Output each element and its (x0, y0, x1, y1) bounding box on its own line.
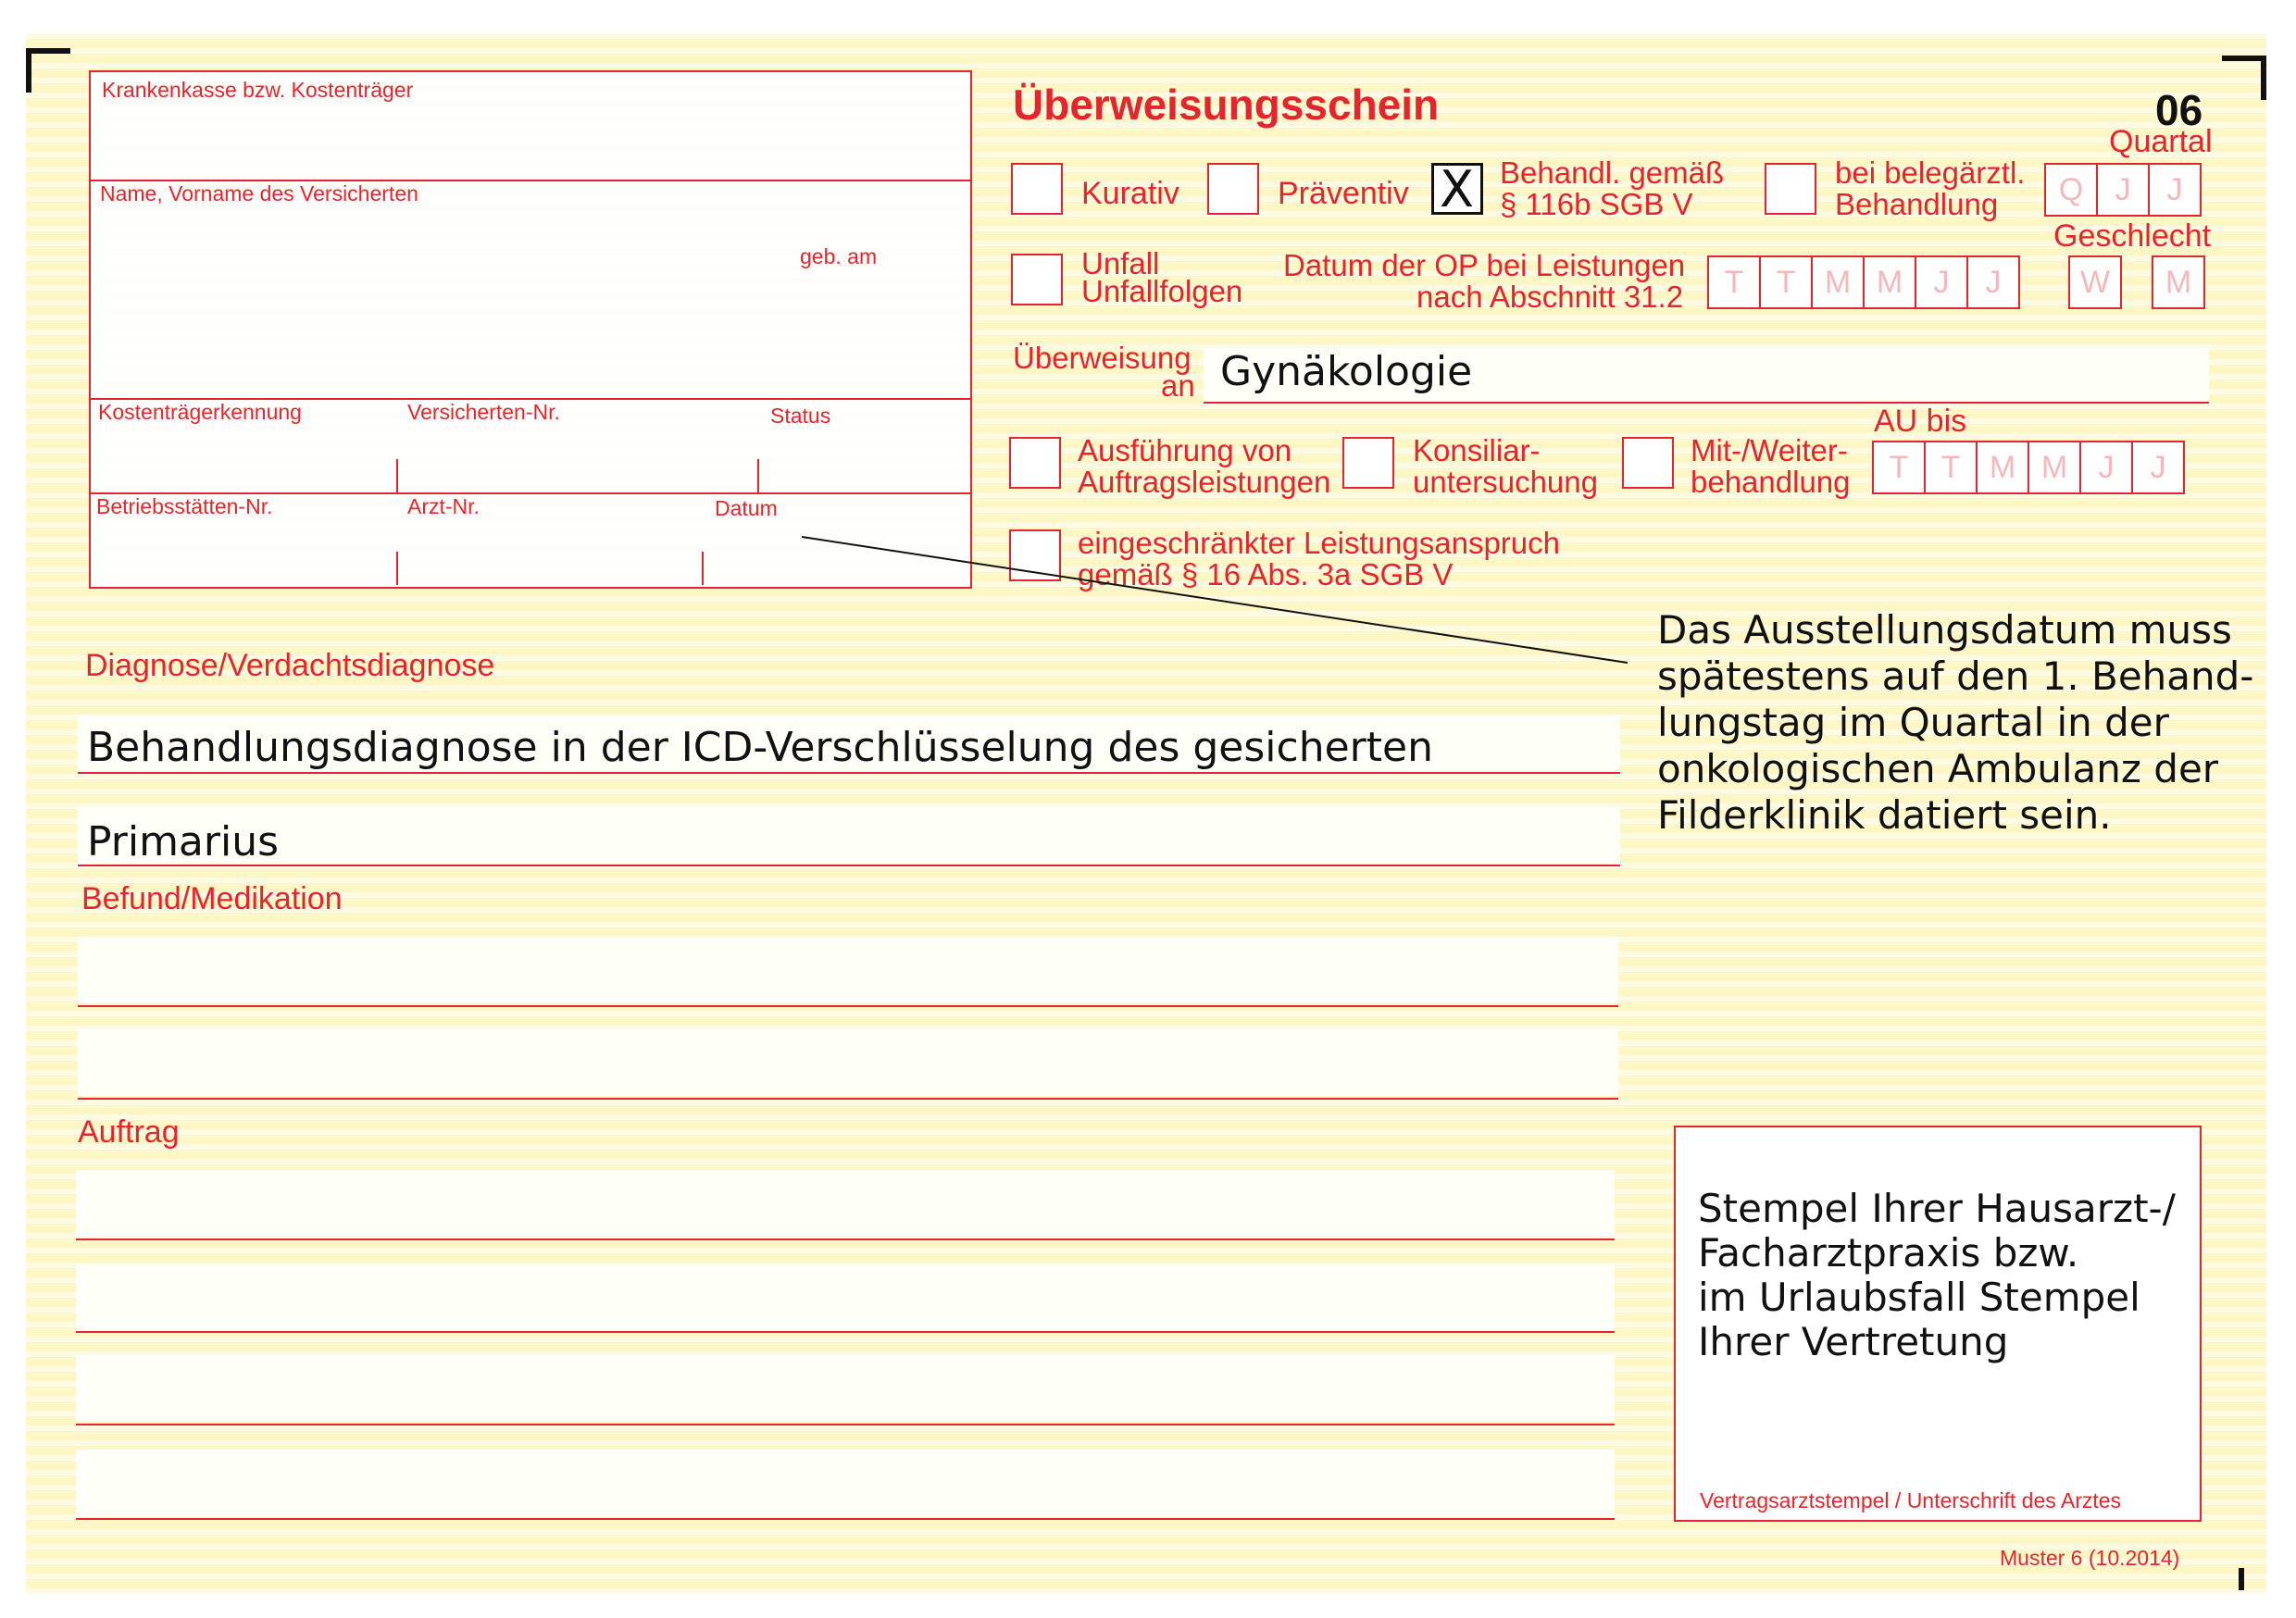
stamp-caption: Vertragsarztstempel / Unterschrift des Arztes (1700, 1488, 2122, 1512)
form-number: 06 (2155, 86, 2203, 134)
geschlecht-cell-m[interactable]: M (2152, 255, 2205, 309)
behandl-116b-label-2: § 116b SGB V (1500, 187, 1693, 221)
annotation-line: onkologischen Ambulanz der (1657, 746, 2219, 791)
praeventiv-label: Präventiv (1278, 176, 1409, 211)
ueberweisung-value[interactable]: Gynäkologie (1220, 348, 1473, 395)
au-bis-cell[interactable]: J (2131, 441, 2185, 494)
auftrag-label: Auftrag (78, 1114, 180, 1150)
op-datum-cell[interactable]: J (1966, 255, 2020, 309)
op-datum-cell[interactable]: T (1759, 255, 1813, 309)
name-label: Name, Vorname des Versicherten (100, 181, 418, 205)
status-label: Status (770, 404, 831, 428)
konsiliar-label-2: untersuchung (1413, 465, 1598, 499)
op-datum-cell[interactable]: M (1863, 255, 1916, 309)
versicherten-nr-label: Versicherten-Nr. (407, 400, 560, 424)
annotation-line: spätestens auf den 1. Behand- (1657, 653, 2254, 699)
au-bis-cell[interactable]: M (1976, 441, 2029, 494)
diagnose-text-2[interactable]: Primarius (87, 818, 280, 865)
kurativ-label: Kurativ (1081, 176, 1179, 211)
quartal-cell[interactable]: J (2148, 163, 2202, 217)
quartal-cell[interactable]: Q (2044, 163, 2098, 217)
stamp-line: im Urlaubsfall Stempel (1698, 1275, 2140, 1320)
betriebsstaetten-nr-label: Betriebsstätten-Nr. (96, 494, 273, 518)
op-datum-label-2: nach Abschnitt 31.2 (1416, 280, 1684, 314)
behandl-116b-label-1: Behandl. gemäß (1500, 156, 1725, 190)
mitweiter-label-2: behandlung (1691, 465, 1851, 499)
eingeschraenkt-label-2: gemäß § 16 Abs. 3a SGB V (1078, 557, 1454, 591)
ueberweisung-label-1: Überweisung (1013, 341, 1192, 375)
arzt-nr-label: Arzt-Nr. (407, 494, 480, 518)
diagnose-text-1[interactable]: Behandlungsdiagnose in der ICD-Verschlüsselung des gesicherten (87, 724, 1433, 771)
form-footer: Muster 6 (10.2014) (2000, 1546, 2180, 1570)
befund-label: Befund/Medikation (81, 881, 343, 916)
au-bis-cell[interactable]: T (1924, 441, 1978, 494)
auftragsleistungen-label-1: Ausführung von (1078, 433, 1292, 467)
stamp-text (1698, 1187, 2176, 1364)
au-bis-label: AU bis (1874, 404, 1967, 439)
stamp-line: Ihrer Vertretung (1698, 1319, 2009, 1364)
stamp-line: Stempel Ihrer Hausarzt-/ (1698, 1186, 2176, 1231)
unfall-label-2: Unfallfolgen (1081, 274, 1243, 308)
quartal-cell[interactable]: J (2096, 163, 2150, 217)
annotation-line: lungstag im Quartal in der (1657, 700, 2169, 745)
stamp-line: Facharztpraxis bzw. (1698, 1230, 2079, 1276)
form-title: Überweisungsschein (1013, 81, 1440, 129)
quartal-label: Quartal (2109, 124, 2213, 159)
annotation-text (1657, 607, 2253, 839)
ueberweisung-label-2: an (1161, 368, 1195, 403)
belegaerztl-label-1: bei belegärztl. (1835, 156, 2026, 190)
geschlecht-cell-w[interactable]: W (2068, 255, 2122, 309)
au-bis-cell[interactable]: J (2079, 441, 2133, 494)
op-datum-cell[interactable]: T (1707, 255, 1761, 309)
op-datum-cell[interactable]: J (1915, 255, 1968, 309)
eingeschraenkt-label-1: eingeschränkter Leistungsanspruch (1078, 526, 1560, 560)
krankenkasse-label: Krankenkasse bzw. Kostenträger (102, 78, 414, 102)
diagnose-label: Diagnose/Verdachtsdiagnose (85, 648, 495, 683)
geb-am-label: geb. am (800, 244, 878, 268)
belegaerztl-label-2: Behandlung (1835, 187, 1999, 221)
op-datum-cell[interactable]: M (1811, 255, 1865, 309)
au-bis-cell[interactable]: M (2028, 441, 2081, 494)
datum-label: Datum (715, 496, 778, 520)
au-bis-cell[interactable]: T (1872, 441, 1926, 494)
check-mark: X (1440, 160, 1474, 218)
op-datum-label-1: Datum der OP bei Leistungen (1283, 248, 1686, 282)
geschlecht-label: Geschlecht (2053, 218, 2212, 254)
unfall-label-1: Unfall (1081, 246, 1160, 280)
kostentraegerkennung-label: Kostenträgerkennung (98, 400, 302, 424)
konsiliar-label-1: Konsiliar- (1413, 433, 1541, 467)
mitweiter-label-1: Mit-/Weiter- (1691, 433, 1848, 467)
auftragsleistungen-label-2: Auftragsleistungen (1078, 465, 1331, 499)
annotation-line: Filderklinik datiert sein. (1657, 792, 2112, 838)
annotation-line: Das Ausstellungsdatum muss (1657, 607, 2232, 653)
